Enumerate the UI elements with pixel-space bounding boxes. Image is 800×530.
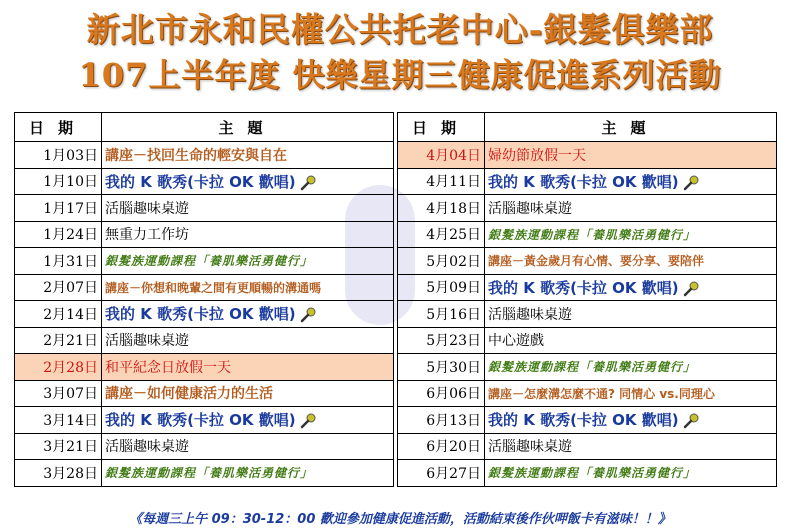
schedule-topic: 我的 K 歌秀(卡拉 OK 歡唱) xyxy=(488,411,679,430)
schedule-row xyxy=(15,221,394,248)
schedule-row xyxy=(398,433,777,460)
schedule-topic-cell xyxy=(102,433,394,460)
topic-column-header: 主題 xyxy=(485,113,777,142)
schedule-topic-cell xyxy=(485,327,777,354)
microphone-icon xyxy=(683,281,699,297)
schedule-row xyxy=(15,195,394,222)
schedule-topic-cell xyxy=(102,301,394,328)
schedule-row xyxy=(15,168,394,195)
schedule-date: 2月28日 xyxy=(15,354,102,381)
schedule-topic-cell xyxy=(485,221,777,248)
page-subtitle: 107上半年度 快樂星期三健康促進系列活動 xyxy=(78,56,722,94)
schedule-topic: 我的 K 歌秀(卡拉 OK 歡唱) xyxy=(105,305,296,324)
schedule-row xyxy=(398,407,777,434)
schedule-date: 3月14日 xyxy=(15,407,102,434)
schedule-topic-cell xyxy=(102,274,394,301)
microphone-icon xyxy=(683,175,699,191)
schedule-date: 5月23日 xyxy=(398,327,485,354)
schedule-date: 1月24日 xyxy=(15,221,102,248)
schedule-topic-cell xyxy=(485,380,777,407)
schedule-date: 2月14日 xyxy=(15,301,102,328)
schedule-row xyxy=(15,248,394,275)
schedule-row xyxy=(398,142,777,169)
table-header-row xyxy=(15,113,394,142)
schedule-date: 2月07日 xyxy=(15,274,102,301)
schedule-topic: 和平紀念日放假一天 xyxy=(105,359,231,376)
schedule-topic-cell xyxy=(485,195,777,222)
schedule-date: 5月30日 xyxy=(398,354,485,381)
schedule-row xyxy=(398,354,777,381)
schedule-topic: 講座－你想和晚輩之間有更順暢的溝通嗎 xyxy=(105,280,322,295)
page-title: 新北市永和民權公共托老中心-銀髮俱樂部 xyxy=(86,10,714,49)
schedule-date: 4月04日 xyxy=(398,142,485,169)
microphone-icon xyxy=(300,413,316,429)
schedule-topic: 無重力工作坊 xyxy=(105,227,189,244)
microphone-icon xyxy=(300,307,316,323)
schedule-date: 1月03日 xyxy=(15,142,102,169)
schedule-topic-cell xyxy=(102,380,394,407)
schedule-topic-cell xyxy=(485,142,777,169)
schedule-row xyxy=(398,327,777,354)
topic-column-header: 主題 xyxy=(102,113,394,142)
microphone-icon xyxy=(683,413,699,429)
schedule-topic: 我的 K 歌秀(卡拉 OK 歡唱) xyxy=(105,411,296,430)
schedule-row xyxy=(398,248,777,275)
schedule-date: 4月18日 xyxy=(398,195,485,222)
schedule-topic: 我的 K 歌秀(卡拉 OK 歡唱) xyxy=(488,172,679,191)
schedule-date: 6月13日 xyxy=(398,407,485,434)
schedule-topic-cell xyxy=(102,168,394,195)
schedule-topic-cell xyxy=(102,460,394,487)
schedule-topic: 講座－黃金歲月有心情、要分享、要陪伴 xyxy=(488,254,705,269)
schedule-topic-cell xyxy=(485,354,777,381)
date-column-header: 日期 xyxy=(398,113,485,142)
schedule-date: 5月09日 xyxy=(398,274,485,301)
schedule-date: 6月06日 xyxy=(398,380,485,407)
schedule-topic-cell xyxy=(485,407,777,434)
schedule-row xyxy=(398,460,777,487)
schedule-topic: 銀髮族運動課程「養肌樂活勇健行」 xyxy=(488,466,697,481)
schedule-row xyxy=(398,195,777,222)
schedule-date: 3月21日 xyxy=(15,433,102,460)
schedule-row xyxy=(15,407,394,434)
schedule-table-right xyxy=(397,112,777,487)
footer-note: 《每週三上午 09：30-12：00 歡迎參加健康促進活動，活動結束後作伙呷飯卡有滋味！！》 xyxy=(129,512,671,527)
schedule-topic: 銀髮族運動課程「養肌樂活勇健行」 xyxy=(488,227,697,242)
schedule-topic: 中心遊戲 xyxy=(488,333,544,350)
schedule-topic: 講座－如何健康活力的生活 xyxy=(105,386,273,403)
schedule-row xyxy=(15,301,394,328)
schedule-topic-cell xyxy=(102,354,394,381)
schedule-row xyxy=(15,460,394,487)
schedule-row xyxy=(398,274,777,301)
schedule-row xyxy=(398,221,777,248)
schedule-topic: 活腦趣味桌遊 xyxy=(488,306,572,323)
schedule-topic: 婦幼節放假一天 xyxy=(488,147,586,164)
schedule-row xyxy=(398,168,777,195)
schedule-topic-cell xyxy=(485,301,777,328)
schedule-row xyxy=(15,142,394,169)
schedule-row xyxy=(15,274,394,301)
schedule-topic-cell xyxy=(485,248,777,275)
schedule-topic-cell xyxy=(102,195,394,222)
schedule-topic: 我的 K 歌秀(卡拉 OK 歡唱) xyxy=(105,172,296,191)
schedule-date: 6月27日 xyxy=(398,460,485,487)
schedule-topic-cell xyxy=(485,460,777,487)
schedule-topic-cell xyxy=(102,407,394,434)
schedule-date: 1月31日 xyxy=(15,248,102,275)
date-column-header: 日期 xyxy=(15,113,102,142)
schedule-topic: 講座－找回生命的輕安與自在 xyxy=(105,147,287,164)
schedule-topic: 活腦趣味桌遊 xyxy=(105,333,189,350)
schedule-topic: 銀髮族運動課程「養肌樂活勇健行」 xyxy=(488,360,697,375)
schedule-topic-cell xyxy=(485,433,777,460)
schedule-row xyxy=(15,380,394,407)
schedule-topic: 銀髮族運動課程「養肌樂活勇健行」 xyxy=(105,466,314,481)
schedule-row xyxy=(15,327,394,354)
schedule-topic-cell xyxy=(485,168,777,195)
schedule-date: 4月11日 xyxy=(398,168,485,195)
schedule-topic: 銀髮族運動課程「養肌樂活勇健行」 xyxy=(105,254,314,269)
schedule-topic-cell xyxy=(485,274,777,301)
schedule-date: 1月10日 xyxy=(15,168,102,195)
schedule-row xyxy=(398,380,777,407)
schedule-date: 5月02日 xyxy=(398,248,485,275)
schedule-date: 5月16日 xyxy=(398,301,485,328)
schedule-date: 1月17日 xyxy=(15,195,102,222)
schedule-table-left xyxy=(14,112,394,487)
schedule-row xyxy=(398,301,777,328)
schedule-topic-cell xyxy=(102,248,394,275)
schedule-topic: 活腦趣味桌遊 xyxy=(105,200,189,217)
schedule-topic: 活腦趣味桌遊 xyxy=(105,439,189,456)
schedule-date: 3月28日 xyxy=(15,460,102,487)
schedule-topic-cell xyxy=(102,221,394,248)
schedule-topic-cell xyxy=(102,327,394,354)
schedule-date: 4月25日 xyxy=(398,221,485,248)
schedule-date: 2月21日 xyxy=(15,327,102,354)
schedule-topic: 活腦趣味桌遊 xyxy=(488,439,572,456)
schedule-topic: 活腦趣味桌遊 xyxy=(488,200,572,217)
table-header-row xyxy=(398,113,777,142)
microphone-icon xyxy=(300,175,316,191)
schedule-row xyxy=(15,354,394,381)
schedule-topic-cell xyxy=(102,142,394,169)
schedule-date: 3月07日 xyxy=(15,380,102,407)
schedule-row xyxy=(15,433,394,460)
schedule-date: 6月20日 xyxy=(398,433,485,460)
schedule-topic: 講座－怎麼溝怎麼不通? 同情心 vs.同理心 xyxy=(488,386,715,401)
schedule-topic: 我的 K 歌秀(卡拉 OK 歡唱) xyxy=(488,278,679,297)
